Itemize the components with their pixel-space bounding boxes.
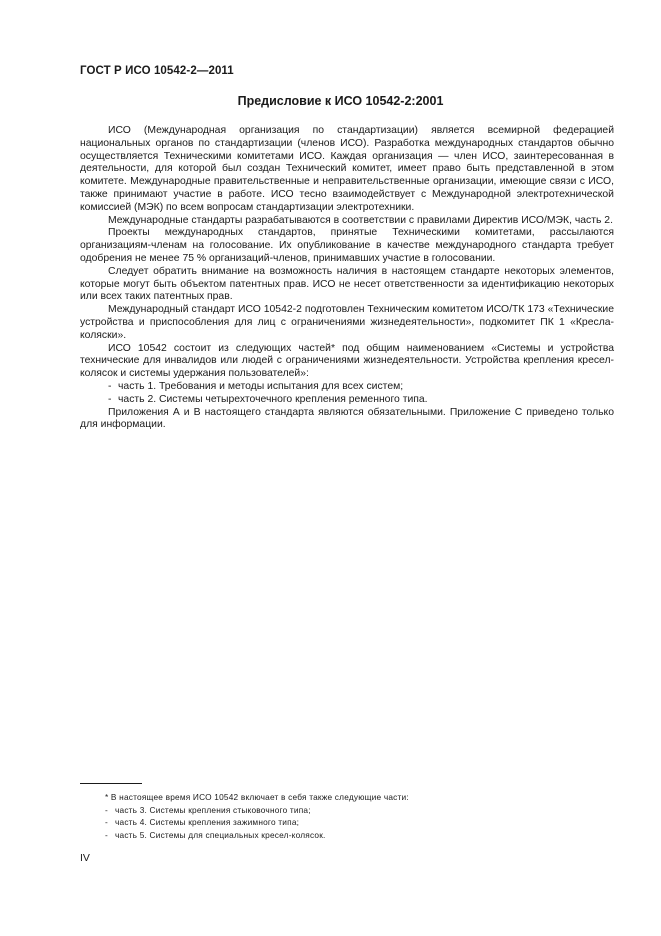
footnote-item — [80, 829, 614, 842]
footnotes — [80, 791, 614, 841]
list-dash: - — [105, 804, 108, 815]
paragraph-parts-intro: ИСО 10542 состоит из следующих частей* под общим наименованием «Системы и устройства технические для инвалидов или людей с ограничениями жизнедеятельности. Устройства крепления кресел-колясок и системы удержания пользователей»: — [80, 342, 614, 380]
footnote-item-text: часть 4. Системы крепления зажимного типа; — [115, 817, 300, 828]
footnote-item-text: часть 3. Системы крепления стыковочного типа; — [115, 804, 311, 815]
footnote-item — [80, 816, 614, 829]
list-item — [80, 394, 614, 407]
list-dash: - — [105, 829, 108, 840]
list-item-text: часть 1. Требования и методы испытания для всех систем; — [118, 380, 404, 392]
paragraph-iso-intro: ИСО (Международная организация по стандартизации) является всемирной федерацией национальных органов по стандартизации (членов ИСО). Разработка международных стандартов обычно осуществляется Техническими комитетами ИСО. Каждая организация — член ИСО, заинтересованная в деятельности, для которой был создан Технический комитет, имеет право быть представленной в этом комитете. Международные правительственные и неправительственные организации, имеющие связи с ИСО, также принимают участие в работе. ИСО тесно взаимодействует с Международной электротехнической комиссией (МЭК) по всем вопросам стандартизации электротехники. — [80, 125, 614, 213]
list-item-text: часть 2. Системы четырехточечного крепления ременного типа. — [118, 393, 428, 405]
foreword-body — [80, 125, 614, 432]
page-number: IV — [80, 852, 90, 864]
list-dash: - — [108, 393, 112, 405]
footnote-intro: * В настоящее время ИСО 10542 включает в себя также следующие части: — [105, 792, 409, 802]
parts-list — [80, 381, 614, 407]
paragraph-patents: Следует обратить внимание на возможность наличия в настоящем стандарте некоторых элементов, которые могут быть объектом патентных прав. ИСО не несет ответственности за идентификацию некоторых или всех таких патентных прав. — [80, 265, 614, 303]
paragraph-committee: Международный стандарт ИСО 10542-2 подготовлен Техническим комитетом ИСО/ТК 173 «Технические устройства и приспособления для лиц с ограничениями жизнедеятельности», подкомитет ПК 1 «Кресла-коляски». — [80, 304, 614, 341]
list-dash: - — [108, 380, 112, 392]
list-item — [80, 381, 614, 394]
paragraph-voting: Проекты международных стандартов, принятые Техническими комитетами, рассылаются организациям-членам на голосование. Их опубликование в качестве международного стандарта требует одобрения не менее 75 % организаций-членов, принимавших участие в голосовании. — [80, 227, 614, 264]
paragraph-annexes: Приложения А и В настоящего стандарта являются обязательными. Приложение С приведено только для информации. — [80, 406, 614, 431]
page-title: Предисловие к ИСО 10542-2:2001 — [237, 94, 444, 108]
footnote-item-text: часть 5. Системы для специальных кресел-колясок. — [115, 829, 326, 840]
list-dash: - — [105, 817, 108, 828]
footnote-separator — [80, 783, 142, 784]
footnote-item — [80, 804, 614, 817]
document-code: ГОСТ Р ИСО 10542-2—2011 — [80, 65, 234, 77]
paragraph-directives: Международные стандарты разрабатываются в соответствии с правилами Директив ИСО/МЭК, часть 2. — [108, 214, 613, 226]
